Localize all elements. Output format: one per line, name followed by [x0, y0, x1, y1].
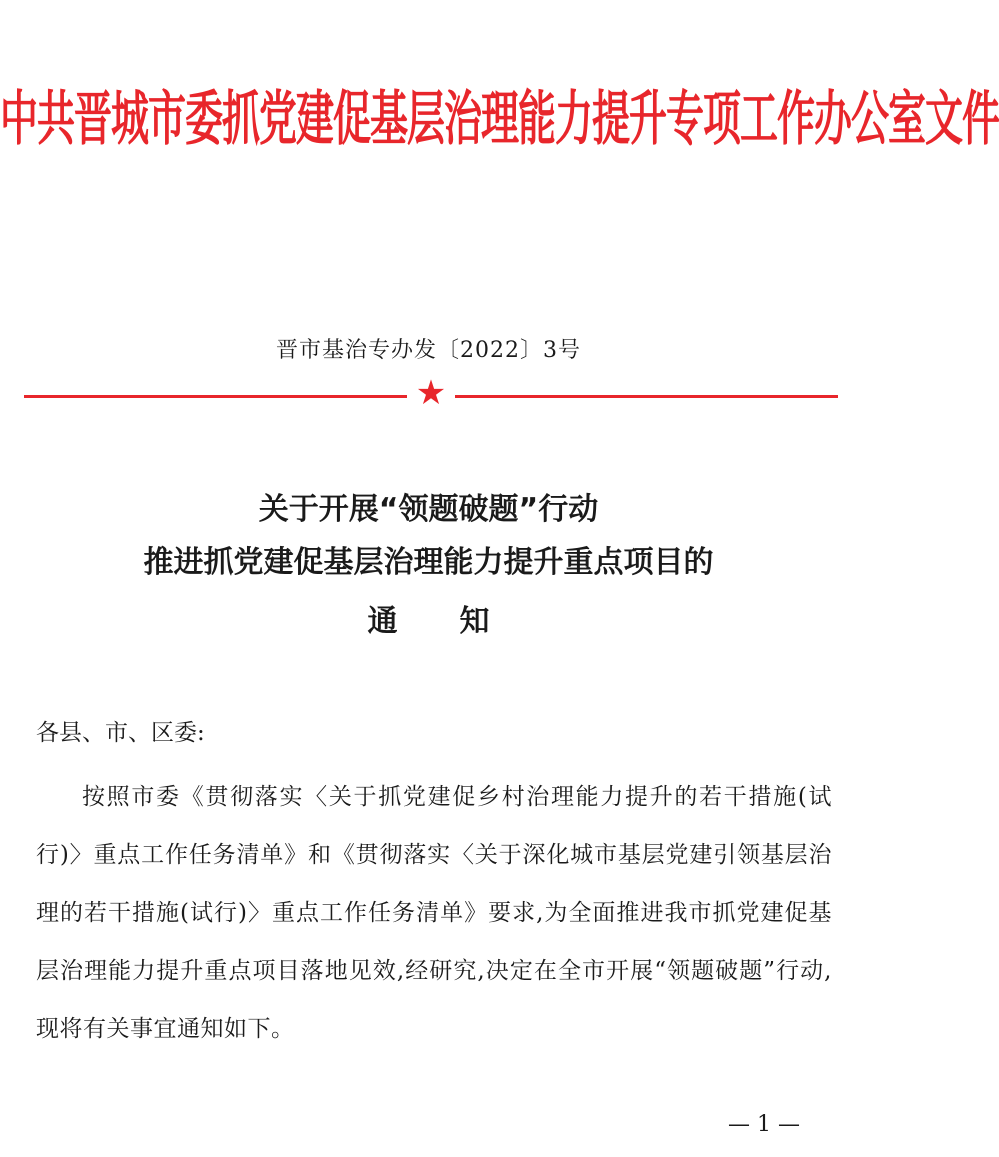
title-line-1: 关于开展“领题破题”行动	[258, 492, 599, 527]
body-paragraph: 按照市委《贯彻落实〈关于抓党建促乡村治理能力提升的若干措施(试行)〉重点工作任务清单》和《贯彻落实〈关于深化城市基层党建引领基层治理的若干措施(试行)〉重点工作任务清单》要求,为全面推进我市抓党建促基层治理能力提升重点项目落地见效,经研究,决定在全市开展“领题破题”行动,现将有关事宜通知如下。	[36, 784, 832, 1042]
masthead-text: 中共晋城市委抓党建促基层治理能力提升专项工作办公室文件	[0, 84, 999, 154]
masthead	[0, 84, 999, 154]
red-divider-left	[24, 395, 407, 398]
title-line-2: 推进抓党建促基层治理能力提升重点项目的	[143, 545, 714, 580]
salutation: 各县、市、区委:	[36, 720, 205, 746]
page-number: — 1 —	[728, 1112, 800, 1137]
document-number: 晋市基治专办发〔2022〕3号	[276, 338, 581, 363]
star-icon: ★	[415, 373, 447, 413]
red-divider-right	[455, 395, 838, 398]
title-line-3: 通知	[367, 604, 552, 639]
